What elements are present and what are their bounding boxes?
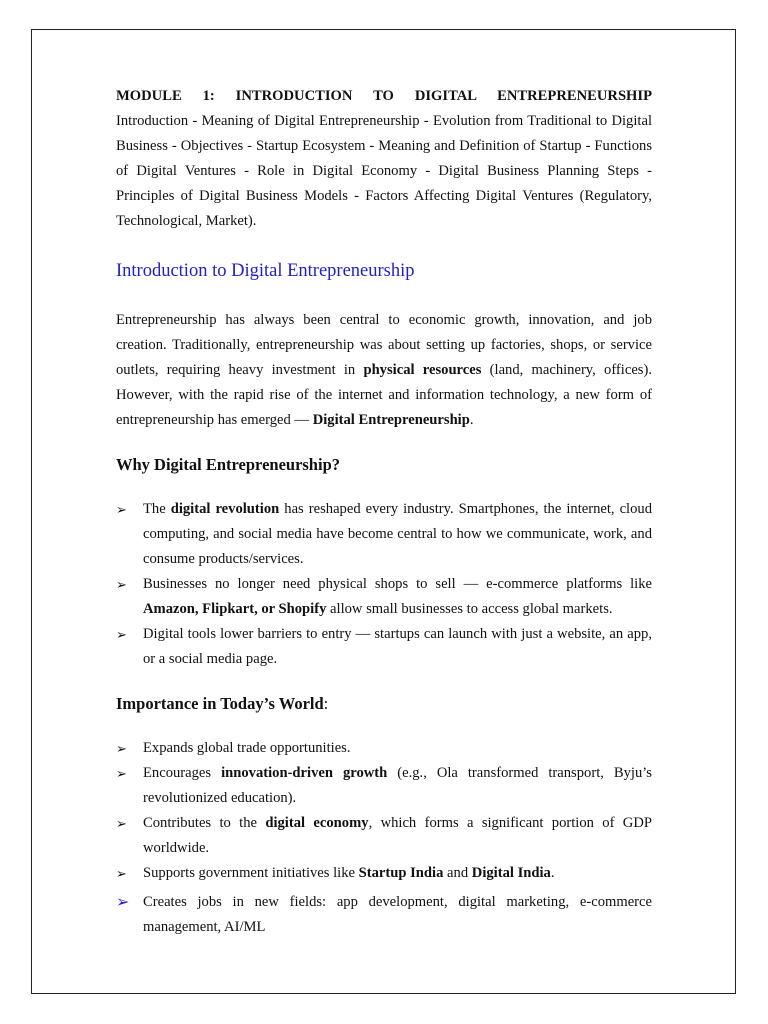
- list-item: ➢ Expands global trade opportunities.: [116, 736, 652, 761]
- arrow-bullet-icon: ➢: [116, 894, 130, 911]
- module-title: MODULE 1: INTRODUCTION TO DIGITAL ENTREPRENEURSHIP: [116, 88, 652, 104]
- list-item: ➢ Businesses no longer need physical shops to sell — e-commerce platforms like Amazon, Flipkart, or Shopify allow small businesses to access global markets.: [116, 572, 652, 622]
- section-heading-intro: Introduction to Digital Entrepreneurship: [116, 261, 415, 281]
- module-header: [116, 84, 652, 234]
- section-heading-importance: Importance in Today’s World:: [116, 694, 329, 713]
- list-item: ➢ Encourages innovation-driven growth (e.g., Ola transformed transport, Byju’s revolutionized education).: [116, 761, 652, 811]
- section-heading-why: Why Digital Entrepreneurship?: [116, 455, 340, 474]
- why-bullet-list: [116, 497, 652, 672]
- list-item: ➢ The digital revolution has reshaped every industry. Smartphones, the internet, cloud computing, and social media have become central to how we communicate, work, and consume products/services.: [116, 497, 652, 572]
- importance-bullet-list: [116, 736, 652, 940]
- arrow-bullet-icon: ➢: [116, 627, 127, 642]
- list-item: ➢ Digital tools lower barriers to entry — startups can launch with just a website, an app, or a social media page.: [116, 622, 652, 672]
- document-content: [116, 84, 652, 940]
- arrow-bullet-icon: ➢: [116, 816, 127, 831]
- module-topics: Introduction - Meaning of Digital Entrepreneurship - Evolution from Traditional to Digital Business - Objectives - Startup Ecosystem - Meaning and Definition of Startup - Functions of Digital Ventures - Role in Digital Economy - Digital Business Planning Steps - Principles of Digital Business Models - Factors Affecting Digital Ventures (Regulatory, Technological, Market).: [116, 113, 652, 229]
- list-item: ➢ Contributes to the digital economy, which forms a significant portion of GDP worldwide.: [116, 811, 652, 861]
- arrow-bullet-icon: ➢: [116, 741, 127, 756]
- arrow-bullet-icon: ➢: [116, 502, 127, 517]
- arrow-bullet-icon: ➢: [116, 577, 127, 592]
- arrow-bullet-icon: ➢: [116, 766, 127, 781]
- intro-paragraph: Entrepreneurship has always been central to economic growth, innovation, and job creation. Traditionally, entrepreneurship was about setting up factories, shops, or service outlets, requiring heavy investment in physical resources (land, machinery, offices). However, with the rapid rise of the internet and information technology, a new form of entrepreneurship has emerged — Digital Entrepreneurship.: [116, 312, 652, 428]
- list-item: ➢ Creates jobs in new fields: app development, digital marketing, e-commerce management, AI/ML: [116, 890, 652, 940]
- list-item: ➢ Supports government initiatives like Startup India and Digital India.: [116, 861, 652, 886]
- arrow-bullet-icon: ➢: [116, 866, 127, 881]
